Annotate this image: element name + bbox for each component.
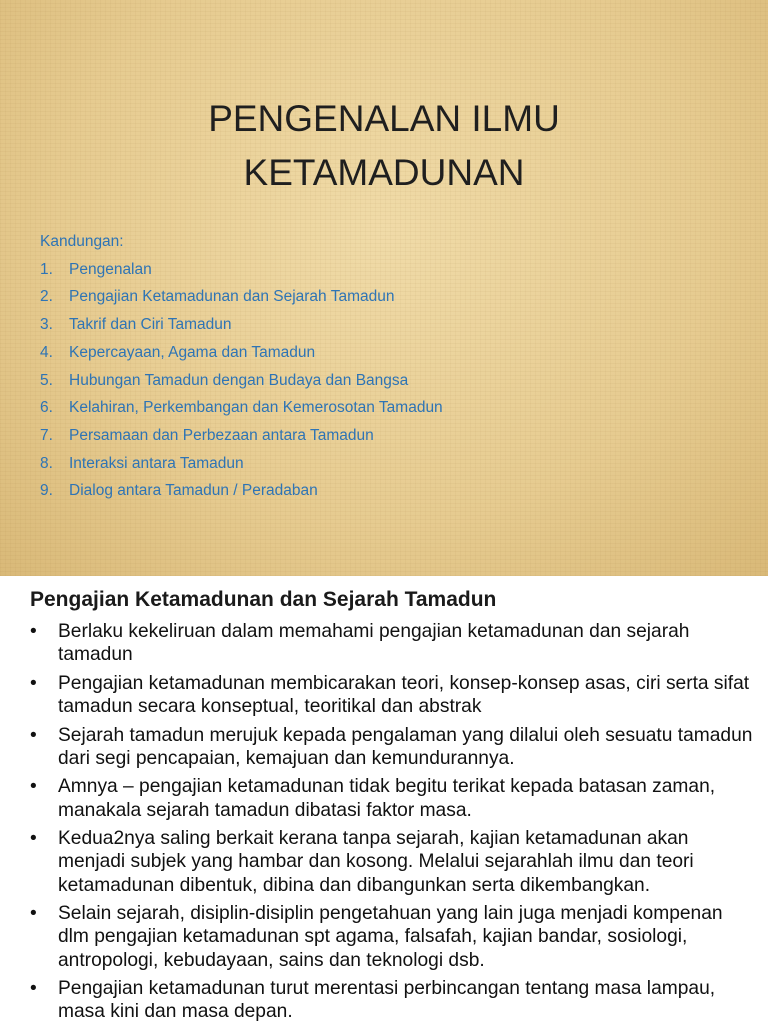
bullet-list [24, 620, 754, 1024]
bullet-item [24, 775, 754, 821]
item-number: 9. [40, 482, 53, 500]
bullet-item [24, 827, 754, 897]
list-item [40, 283, 740, 311]
bullet-icon: • [30, 672, 37, 694]
bullet-icon: • [30, 621, 37, 642]
bullet-text: Berlaku kekeliruan dalam memahami pengajian ketamadunan dan sejarah tamadun [58, 621, 690, 666]
list-item [40, 422, 740, 450]
bullet-text: Kedua2nya saling berkait kerana tanpa sejarah, kajian ketamadunan akan menjadi subjek yang hambar dan kosong. Melalui sejarahlah ilmu dan teori ketamadunan dibentuk, dibina dan dibangunkan serta dikembangkan. [58, 828, 694, 896]
item-number: 4. [40, 343, 53, 361]
list-item [40, 256, 740, 284]
item-text: Takrif dan Ciri Tamadun [69, 316, 232, 334]
bullet-text: Amnya – pengajian ketamadunan tidak begitu terikat kepada batasan zaman, manakala sejarah tamadun dibatasi faktor masa. [58, 776, 716, 821]
item-text: Hubungan Tamadun dengan Budaya dan Bangsa [69, 371, 409, 389]
item-number: 5. [40, 371, 53, 389]
item-number: 3. [40, 316, 53, 334]
slide-2-title: Pengajian Ketamadunan dan Sejarah Tamadun [30, 588, 497, 611]
bullet-icon: • [30, 903, 37, 925]
item-number: 8. [40, 454, 53, 472]
bullet-item [24, 977, 754, 1023]
item-text: Pengenalan [69, 260, 152, 278]
bullet-icon: • [30, 776, 37, 798]
bullet-text: Pengajian ketamadunan turut merentasi perbincangan tentang masa lampau, masa kini dan masa depan. [58, 978, 716, 1023]
slide-2 [0, 576, 768, 1024]
list-item [40, 394, 740, 422]
contents-heading: Kandungan: [40, 233, 124, 250]
bullet-text: Pengajian ketamadunan membicarakan teori, konsep-konsep asas, ciri serta sifat tamadun secara konseptual, teoritikal dan abstrak [58, 672, 750, 717]
item-number: 1. [40, 260, 53, 278]
list-item [40, 339, 740, 367]
title-line-2: KETAMADUNAN [243, 152, 525, 193]
item-number: 2. [40, 288, 53, 306]
bullet-item [24, 902, 754, 972]
bullet-text: Selain sejarah, disiplin-disiplin pengetahuan yang lain juga menjadi kompenan dlm pengajian ketamadunan spt agama, falsafah, kajian bandar, sosiologi, antropologi, kebudayaan, sains dan teknologi dsb. [58, 903, 723, 971]
item-text: Interaksi antara Tamadun [69, 454, 244, 472]
bullet-text: Sejarah tamadun merujuk kepada pengalaman yang dilalui oleh sesuatu tamadun dari segi pencapaian, kemajuan dan kemundurannya. [58, 724, 753, 769]
item-text: Dialog antara Tamadun / Peradaban [69, 482, 318, 500]
bullet-icon: • [30, 724, 37, 746]
title-line-1: PENGENALAN ILMU [208, 98, 560, 139]
item-number: 6. [40, 399, 53, 417]
bullet-item [24, 620, 754, 666]
item-text: Pengajian Ketamadunan dan Sejarah Tamadun [69, 288, 395, 306]
contents-list [40, 228, 740, 505]
list-item [40, 450, 740, 478]
list-item [40, 477, 740, 505]
slide-title [0, 92, 768, 200]
bullet-icon: • [30, 828, 37, 850]
item-text: Persamaan dan Perbezaan antara Tamadun [69, 426, 374, 444]
list-item [40, 311, 740, 339]
item-text: Kelahiran, Perkembangan dan Kemerosotan Tamadun [69, 399, 443, 417]
bullet-item [24, 672, 754, 718]
item-number: 7. [40, 426, 53, 444]
item-text: Kepercayaan, Agama dan Tamadun [69, 343, 316, 361]
list-item [40, 367, 740, 395]
bullet-item [24, 724, 754, 770]
bullet-icon: • [30, 978, 37, 1000]
